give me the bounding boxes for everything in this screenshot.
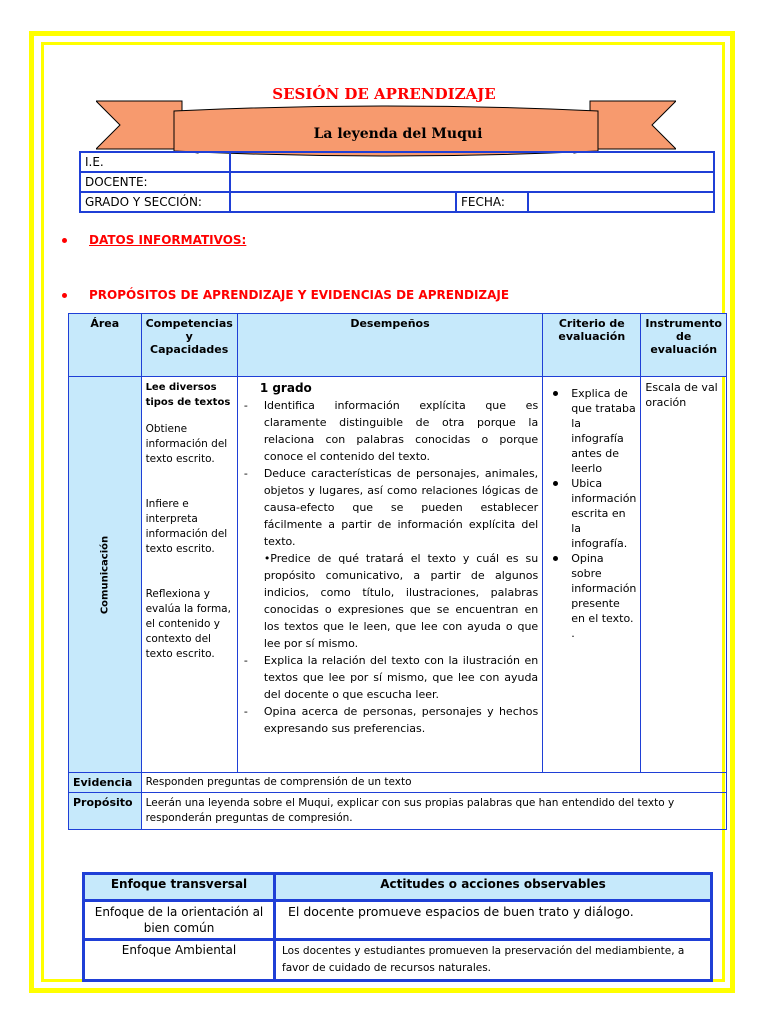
desempenos-cell	[237, 377, 542, 773]
area-label: Comunicación	[99, 535, 111, 614]
learning-table	[68, 313, 727, 830]
acciones-header: Actitudes o acciones observables	[275, 874, 712, 901]
bullet-propositos: PROPÓSITOS DE APRENDIZAJE Y EVIDENCIAS DE APRENDIZAJE	[62, 288, 509, 302]
criterio-item: Ubica información escrita en la infografía.	[547, 476, 636, 551]
banner-title: La leyenda del Muqui	[313, 126, 483, 142]
header-competencias: Competencias y Capacidades	[141, 314, 237, 377]
criterio-cell	[543, 377, 641, 773]
ie-field[interactable]	[230, 152, 714, 172]
docente-label: DOCENTE:	[80, 172, 230, 192]
bullet-datos: DATOS INFORMATIVOS:	[62, 233, 246, 247]
header-table	[79, 151, 715, 213]
competencia-title: Lee diversos tipos de textos	[145, 382, 231, 408]
bullet-dot-icon	[553, 481, 558, 486]
instrumento-cell: Escala de valoración	[641, 377, 727, 773]
header-criterio: Criterio de evaluación	[543, 314, 641, 377]
ie-label: I.E.	[80, 152, 230, 172]
docente-field[interactable]	[230, 172, 714, 192]
proposito-value: Leerán una leyenda sobre el Muqui, explicar con sus propias palabras que han entendido del texto y responderán preguntas de compresión.	[141, 793, 726, 830]
header-desempenos: Desempeños	[237, 314, 542, 377]
bullet-dot-icon	[553, 391, 558, 396]
enfoque-row-2: Enfoque Ambiental	[84, 940, 275, 981]
enfoque-row-1: Enfoque de la orientación al bien común	[84, 901, 275, 940]
grado-label: GRADO Y SECCIÓN:	[80, 192, 230, 212]
header-area: Área	[69, 314, 142, 377]
desempeno-item: - Identifica información explícita que es claramente distinguible de otra porque la relaciona con palabras conocidas o porque conoce el contenido del texto.	[243, 399, 539, 463]
capacidad: Reflexiona y evalúa la forma, el contenido y contexto del texto escrito.	[145, 588, 231, 660]
capacidad: Obtiene información del texto escrito.	[145, 423, 228, 465]
proposito-label: Propósito	[69, 793, 142, 830]
grado-field[interactable]	[230, 192, 456, 212]
enfoque-table	[82, 872, 713, 982]
page-title: SESIÓN DE APRENDIZAJE	[272, 85, 496, 103]
accion-row-1: El docente promueve espacios de buen trato y diálogo.	[275, 901, 712, 940]
bullet-dot-icon	[553, 556, 558, 561]
desempeno-item: - Explica la relación del texto con la ilustración en textos que lee por sí mismo, que lee con ayuda del docente o que escucha leer.	[243, 654, 539, 701]
accion-row-2: Los docentes y estudiantes promueven la preservación del mediambiente, a favor de cuidado de recursos naturales.	[275, 940, 712, 981]
criterio-item: Opina sobre información presente en el texto.	[547, 551, 636, 626]
criterio-extra: .	[571, 627, 575, 640]
desempeno-item: •Predice de qué tratará el texto y cuál es su propósito comunicativo, a partir de algunos indicios, como título, ilustraciones, palabras conocidas o expresiones que se encuentran en los textos que le leen, que lee con ayuda o que lee por sí mismo.	[263, 552, 539, 650]
criterio-item: Explica de que trataba la infografía antes de leerlo	[547, 386, 636, 476]
area-cell	[69, 377, 142, 773]
header-instrumento: Instrumento de evaluación	[641, 314, 727, 377]
evidencia-label: Evidencia	[69, 773, 142, 793]
desempeno-item: - Deduce características de personajes, animales, objetos y lugares, así como relaciones lógicas de causa-efecto que se pueden establecer fácilmente a partir de información explícita del texto.	[243, 467, 539, 548]
evidencia-value: Responden preguntas de comprensión de un texto	[141, 773, 726, 793]
bullet-dot-icon	[62, 293, 67, 298]
desempeno-item: - Opina acerca de personas, personajes y hechos expresando sus preferencias.	[243, 705, 539, 735]
fecha-label: FECHA:	[456, 192, 528, 212]
capacidad: Infiere e interpreta información del texto escrito.	[145, 498, 228, 555]
fecha-field[interactable]	[528, 192, 714, 212]
competencia-cell	[141, 377, 237, 773]
enfoque-header: Enfoque transversal	[84, 874, 275, 901]
grado-label: 1 grado	[259, 381, 312, 395]
bullet-dot-icon	[62, 238, 67, 243]
